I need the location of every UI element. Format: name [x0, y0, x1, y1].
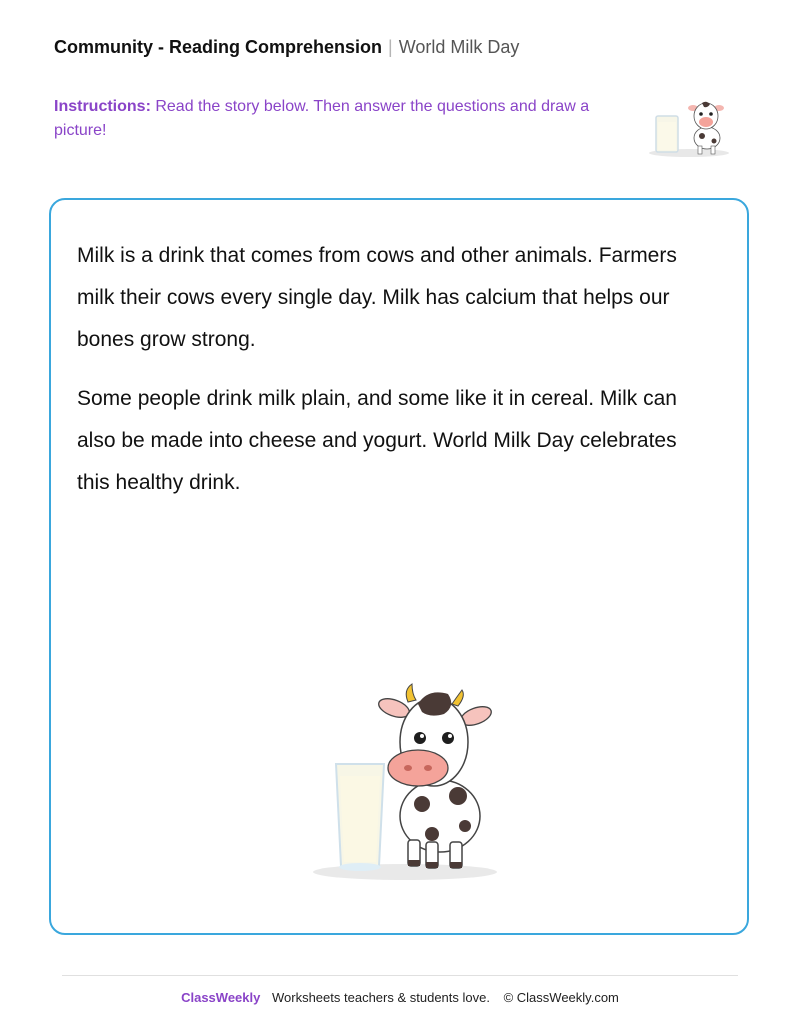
footer-copyright: © ClassWeekly.com	[503, 990, 619, 1005]
cow-with-milk-glass-illustration	[300, 676, 510, 886]
footer-tagline: Worksheets teachers & students love.	[271, 990, 490, 1005]
footer-brand: ClassWeekly	[181, 990, 261, 1005]
header-separator: |	[388, 37, 393, 57]
instructions	[54, 95, 614, 143]
footer-divider	[62, 975, 738, 976]
worksheet-topic: World Milk Day	[398, 37, 520, 57]
story-paragraph: Some people drink milk plain, and some like it in cereal. Milk can also be made into cheese and yogurt. World Milk Day celebrates this healthy drink.	[77, 387, 677, 494]
worksheet-header	[54, 37, 519, 58]
instructions-label: Instructions:	[54, 98, 151, 115]
cow-with-milk-glass-icon	[644, 92, 734, 158]
footer	[0, 990, 800, 1005]
worksheet-subject: Community - Reading Comprehension	[54, 37, 383, 57]
instructions-text: Read the story below. Then answer the questions and draw a picture!	[54, 98, 590, 139]
story-text	[77, 235, 697, 521]
story-paragraph: Milk is a drink that comes from cows and other animals. Farmers milk their cows every single day. Milk has calcium that helps our bones grow strong.	[77, 244, 677, 351]
